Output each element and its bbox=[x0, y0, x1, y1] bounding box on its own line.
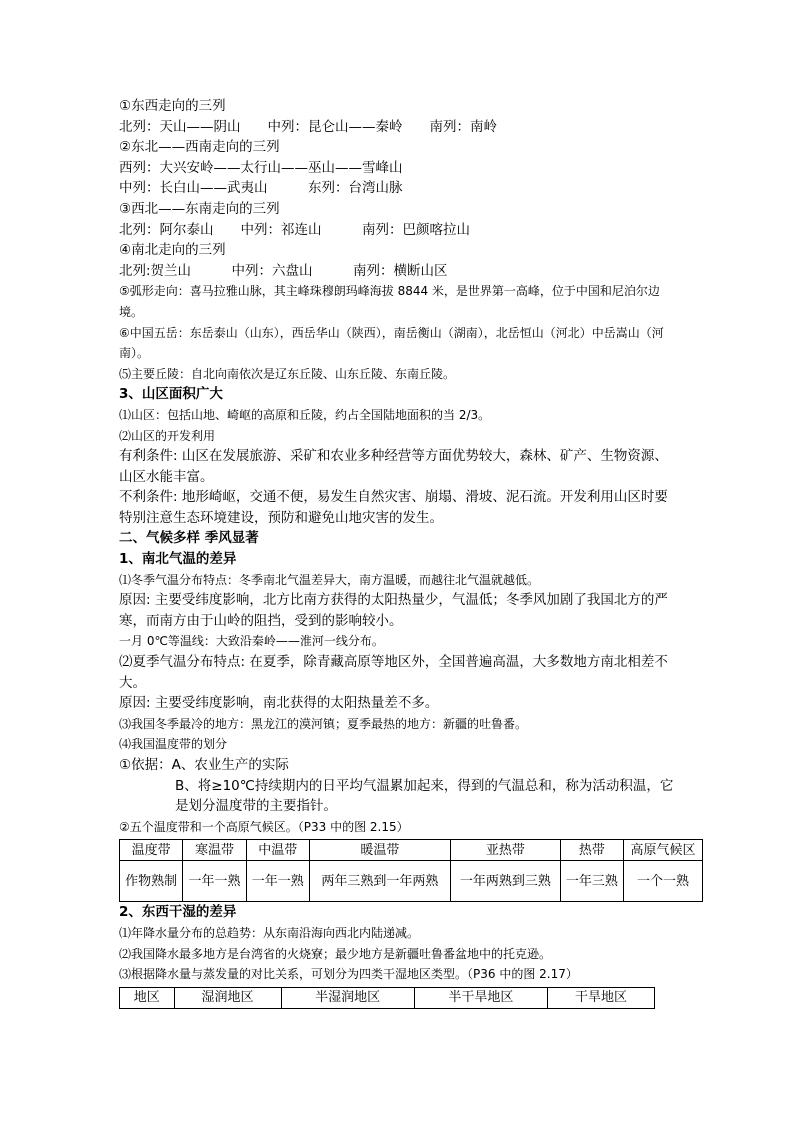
table-row bbox=[120, 987, 655, 1008]
text-line: 北列：阿尔泰山 中列：祁连山 南列：巴颜喀拉山 bbox=[119, 221, 470, 238]
text-line: ④南北走向的三列 bbox=[119, 242, 226, 259]
document-content bbox=[119, 96, 696, 1009]
text-line: 原因: 主要受纬度影响，南北获得的太阳热量差不多。 bbox=[119, 695, 439, 712]
table-header-cell: 高原气候区 bbox=[624, 840, 703, 861]
section-heading: 二、气候多样 季风显著 bbox=[119, 530, 259, 547]
table-cell: 作物熟制 bbox=[120, 861, 183, 902]
table-row bbox=[120, 861, 703, 902]
table-cell: 湿润地区 bbox=[174, 987, 281, 1008]
text-line: ⑵我国降水最多地方是台湾省的火烧寮；最少地方是新疆吐鲁番盆地中的托克逊。 bbox=[119, 946, 552, 961]
table-cell: 半湿润地区 bbox=[281, 987, 414, 1008]
table-cell: 两年三熟到一年两熟 bbox=[309, 861, 450, 902]
text-line: ⑸主要丘陵：自北向南依次是辽东丘陵、山东丘陵、东南丘陵。 bbox=[119, 366, 456, 381]
table-header-row bbox=[120, 840, 703, 861]
table-cell: 一年三熟 bbox=[560, 861, 623, 902]
text-paragraph: ⑥中国五岳：东岳泰山（山东），西岳华山（陕西），南岳衡山（湖南），北岳恒山（河北）中岳嵩山（河南）。 bbox=[119, 325, 664, 361]
table-header-cell: 亚热带 bbox=[450, 840, 560, 861]
table-header-cell: 热带 bbox=[560, 840, 623, 861]
text-line: ②五个温度带和一个高原气候区。（P33 中的图 2.15） bbox=[119, 819, 409, 834]
table-header-cell: 寒温带 bbox=[183, 840, 246, 861]
table-header-cell: 中温带 bbox=[246, 840, 309, 861]
text-line: ③西北——东南走向的三列 bbox=[119, 200, 280, 217]
text-paragraph: 不利条件: 地形崎岖，交通不便，易发生自然灾害、崩塌、滑坡、泥石流。开发利用山区时要特别注意生态环境建设，预防和避免山地灾害的发生。 bbox=[119, 489, 668, 526]
text-paragraph: B、将≥10℃持续期内的日平均气温累加起来，得到的气温总和，称为活动积温，它是划分温度带的主要指针。 bbox=[175, 777, 674, 815]
table-header-cell: 暖温带 bbox=[309, 840, 450, 861]
text-paragraph: 原因: 主要受纬度影响，北方比南方获得的太阳热量少，气温低；冬季风加剧了我国北方的严寒，而南方由于山岭的阻挡，受到的影响较小。 bbox=[119, 592, 668, 629]
text-line: 北列：天山——阴山 中列：昆仑山——秦岭 南列：南岭 bbox=[119, 118, 497, 135]
text-paragraph: ⑤弧形走向：喜马拉雅山脉，其主峰珠穆朗玛峰海拔 8844 米，是世界第一高峰，位于中国和尼泊尔边境。 bbox=[119, 284, 660, 319]
text-line: ②东北——西南走向的三列 bbox=[119, 139, 280, 156]
table-cell: 一年一熟 bbox=[183, 861, 246, 902]
section-heading: 1、南北气温的差异 bbox=[119, 551, 237, 568]
text-line: ⑴冬季气温分布特点：冬季南北气温差异大，南方温暖，而越往北气温就越低。 bbox=[119, 572, 540, 587]
text-paragraph: ⑵夏季气温分布特点: 在夏季，除青藏高原等地区外，全国普遍高温，大多数地方南北相差不大。 bbox=[119, 654, 668, 691]
table-header-cell: 温度带 bbox=[120, 840, 183, 861]
text-line: 西列：大兴安岭——太行山——巫山——雪峰山 bbox=[119, 159, 403, 176]
text-line: ⑵山区的开发利用 bbox=[119, 428, 216, 443]
text-line: ⑶根据降水量与蒸发量的对比关系，可划分为四类干湿地区类型。（P36 中的图 2.17） bbox=[119, 967, 578, 982]
temperature-zone-table bbox=[119, 839, 703, 902]
table-cell: 干旱地区 bbox=[547, 987, 654, 1008]
text-line: ⑴年降水量分布的总趋势：从东南沿海向西北内陆递减。 bbox=[119, 925, 420, 940]
text-paragraph: 有利条件: 山区在发展旅游、采矿和农业多种经营等方面优势较大，森林、矿产、生物资源、山区水能丰富。 bbox=[119, 448, 668, 485]
section-heading: 3、山区面积广大 bbox=[119, 386, 223, 403]
text-line: ⑷我国温度带的划分 bbox=[119, 737, 228, 752]
table-cell: 一年两熟到三熟 bbox=[450, 861, 560, 902]
table-cell: 一年一熟 bbox=[246, 861, 309, 902]
dry-wet-region-table bbox=[119, 987, 655, 1009]
text-line: 中列：长白山——武夷山 东列：台湾山脉 bbox=[119, 180, 403, 197]
text-line: ①依据：A、农业生产的实际 bbox=[119, 757, 289, 773]
table-cell: 半干旱地区 bbox=[414, 987, 547, 1008]
text-line: 北列:贺兰山 中列：六盘山 南列：横断山区 bbox=[119, 262, 448, 279]
table-cell: 一个一熟 bbox=[624, 861, 703, 902]
section-heading: 2、东西干湿的差异 bbox=[119, 904, 237, 921]
text-line: 一月 0℃等温线：大致沿秦岭——淮河一线分布。 bbox=[119, 634, 384, 649]
text-line: ①东西走向的三列 bbox=[119, 98, 226, 114]
text-line: ⑴山区：包括山地、崎岖的高原和丘陵，约占全国陆地面积的当 2/3。 bbox=[119, 407, 491, 422]
text-line: ⑶我国冬季最冷的地方：黑龙江的漠河镇；夏季最热的地方：新疆的吐鲁番。 bbox=[119, 716, 528, 731]
table-cell: 地区 bbox=[120, 987, 175, 1008]
